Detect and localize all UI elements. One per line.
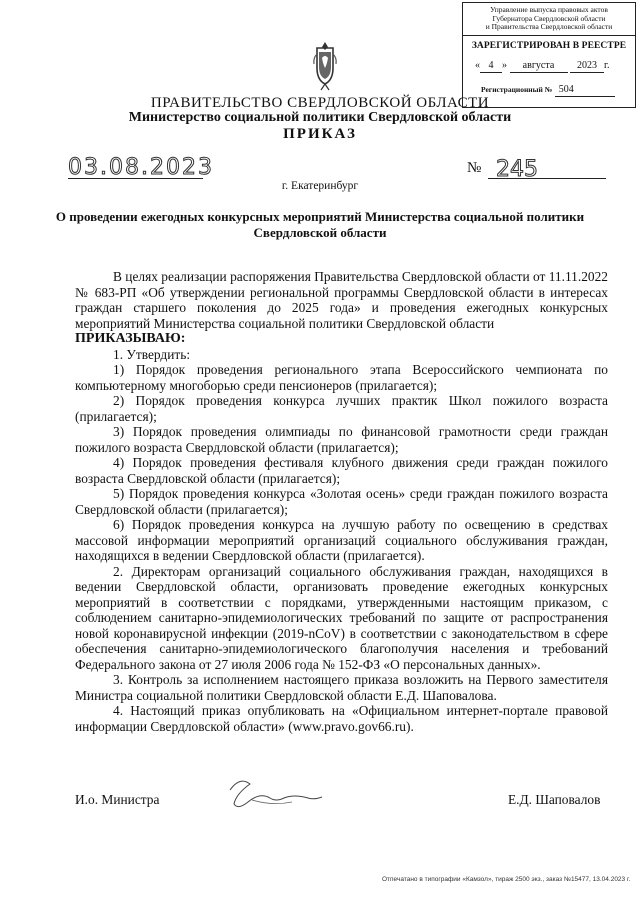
stamp-reg-label: Регистрационный № [481,85,553,94]
paragraph-1-item: 1) Порядок проведения регионального этапа Всероссийского чемпионата по компьютерному многоборью среди пенсионеров (прилагается); [75,362,608,393]
prikazyvayu: ПРИКАЗЫВАЮ: [75,331,186,346]
paragraph-1: 1. Утвердить: [113,346,191,362]
document-title: О проведении ежегодных конкурсных мероприятий Министерства социальной политики Свердловской области [55,209,585,240]
paragraph-1-item: 5) Порядок проведения конкурса «Золотая осень» среди граждан пожилого возраста Свердловской области (прилагается); [75,486,608,517]
paragraph-1-item: 2) Порядок проведения конкурса лучших практик Школ пожилого возраста (прилагается); [75,393,608,424]
order-number-label: № [467,160,482,176]
handwritten-signature [222,770,332,820]
paragraph-2: 2. Директорам организаций социального обслуживания граждан, находящихся в ведении Свердловской области, организовать проведение ежегодных конкурсных мероприятий в соответствии с порядками, утвержденными настоящим приказом, с соблюдением санитарно-эпидемиологических требований по защите от распространения новой коронавирусной инфекции (2019-nCoV) в соответствии с законодательством в сфере обеспечения санитарно-эпидемиологического благополучия населения и требований Федерального закона от 27 июля 2006 года № 152-ФЗ «О персональных данных». [75,563,608,672]
stamp-header-line: и Правительства Свердловской области [485,22,613,31]
signatory-name: Е.Д. Шаповалов [508,792,601,807]
paragraph-4: 4. Настоящий приказ опубликовать на «Официальном интернет-портале правовой информации Свердловской области» (www.pravo.gov66.ru). [75,703,608,734]
print-footer: Отпечатано в типографии «Камзол», тираж 2500 экз., заказ №15477, 13.04.2023 г. [382,876,631,883]
stamp-day: 4 [480,60,502,73]
registration-stamp [462,2,636,108]
document-type: ПРИКАЗ [283,126,357,142]
handwritten-number-text: 245 [496,157,538,182]
stamp-date-row: « 4 » августа 2023 г. [475,60,610,71]
date-underline [68,178,203,179]
paragraph-3: 3. Контроль за исполнением настоящего приказа возложить на Первого заместителя Министра социальной политики Свердловской области Е.Д. Шаповалова. [75,672,608,703]
coat-of-arms-icon [311,40,339,92]
paragraph-1-item: 3) Порядок проведения олимпиады по финансовой грамотности среди граждан пожилого возраста Свердловской области (прилагается); [75,424,608,455]
ministry-header: Министерство социальной политики Свердловской области [128,110,512,125]
city: г. Екатеринбург [281,180,359,192]
paragraph-1-item: 6) Порядок проведения конкурса на лучшую работу по освещению в средствах массовой информации мероприятий организаций социального обслуживания граждан, находящихся в ведении Свердловской области (прилагается). [75,517,608,563]
preamble-paragraph: В целях реализации распоряжения Правительства Свердловской области от 11.11.2022 № 683-РП «Об утверждении региональной программы Свердловской области в интересах граждан старшего поколения до 2025 года» и проведения ежегодных конкурсных мероприятий Министерства социальной политики Свердловской области [75,269,608,331]
stamp-month: августа [510,60,568,73]
paragraph-1-item: 4) Порядок проведения фестиваля клубного движения среди граждан пожилого возраста Свердловской области (прилагается); [75,455,608,486]
number-underline [488,178,606,179]
stamp-year: 2023 [570,60,604,73]
government-header: ПРАВИТЕЛЬСТВО СВЕРДЛОВСКОЙ ОБЛАСТИ [150,95,490,111]
handwritten-date-text: 03.08.2023 [68,155,214,180]
signatory-position: И.о. Министра [75,792,160,807]
stamp-title: ЗАРЕГИСТРИРОВАН В РЕЕСТРЕ [471,40,627,51]
stamp-reg-number: 504 [555,84,615,97]
stamp-header-line: Управление выпуска правовых актов [490,5,608,14]
stamp-header [463,3,635,36]
document-body [75,269,608,734]
stamp-header-line: Губернатора Свердловской области [492,13,606,23]
stamp-year-suffix: г. [604,60,610,71]
